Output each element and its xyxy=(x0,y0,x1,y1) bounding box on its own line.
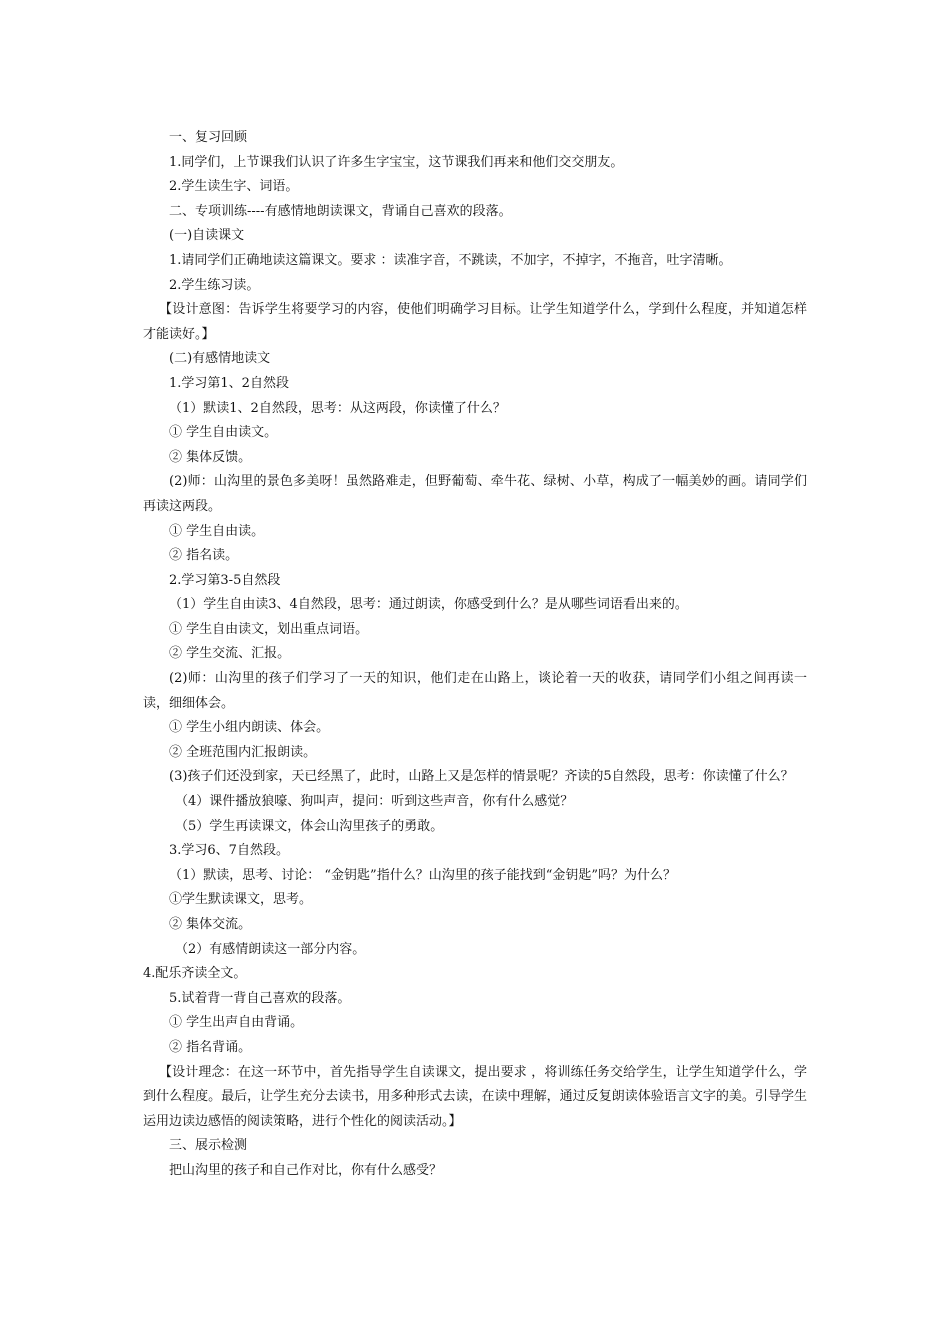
list-item: ① 学生自由读文，划出重点词语。 xyxy=(169,621,369,637)
paragraph: 2.学生练习读。 xyxy=(169,277,260,293)
design-note: 【设计意图：告诉学生将要学习的内容，使他们明确学习目标。让学生知道学什么，学到什么程度，并知道怎样才能读好。】 xyxy=(143,302,807,342)
section-heading-training: 二、专项训练----有感情地朗读课文，背诵自己喜欢的段落。 xyxy=(169,203,512,219)
paragraph: 2.学生读生字、词语。 xyxy=(169,179,299,195)
paragraph: (3)孩子们还没到家，天已经黑了，此时，山路上又是怎样的情景呢？齐读的5自然段，思考：你读懂了什么？ xyxy=(169,769,794,785)
paragraph: （5）学生再读课文，体会山沟里孩子的勇敢。 xyxy=(175,818,444,834)
list-item: ② 学生交流、汇报。 xyxy=(169,646,291,662)
paragraph: 1.请同学们正确地读这篇课文。要求 ：读准字音，不跳读，不加字，不掉字，不拖音，吐字清晰。 xyxy=(169,252,732,268)
document-body xyxy=(143,126,807,1184)
paragraph: 4.配乐齐读全文。 xyxy=(143,966,247,982)
list-item: ① 学生自由读。 xyxy=(169,523,265,539)
section-heading-display: 三、展示检测 xyxy=(169,1138,248,1154)
paragraph: 1.同学们，上节课我们认识了许多生字宝宝，这节课我们再来和他们交交朋友。 xyxy=(169,154,624,170)
paragraph: (2)师：山沟里的景色多美呀！虽然路难走，但野葡萄、牵牛花、绿树、小草，构成了一幅美妙的画。请同学们再读这两段。 xyxy=(143,474,807,514)
list-item: ② 指名背诵。 xyxy=(169,1039,252,1055)
paragraph: 1.学习第1、2自然段 xyxy=(169,375,289,391)
list-item: ② 指名读。 xyxy=(169,548,239,564)
paragraph: 把山沟里的孩子和自己作对比，你有什么感受？ xyxy=(169,1162,443,1178)
paragraph: 5.试着背一背自己喜欢的段落。 xyxy=(169,990,351,1006)
list-item: ② 集体交流。 xyxy=(169,917,252,932)
paragraph: （2）有感情朗读这一部分内容。 xyxy=(175,941,366,957)
list-item: ① 学生自由读文。 xyxy=(169,425,278,441)
list-item: ① 学生出声自由背诵。 xyxy=(169,1015,304,1031)
paragraph: （1）默读，思考、讨论： “金钥匙”指什么？山沟里的孩子能找到“金钥匙”吗？为什么？ xyxy=(169,867,676,883)
paragraph: （4）课件播放狼嚎、狗叫声，提问：听到这些声音，你有什么感觉？ xyxy=(175,794,574,810)
list-item: ② 集体反馈。 xyxy=(169,449,252,465)
list-item: ①学生默读课文，思考。 xyxy=(169,892,313,908)
design-note: 【设计理念：在这一环节中，首先指导学生自读课文，提出要求 ，将训练任务交给学生，让学生知道学什么，学到什么程度。最后，让学生充分去读书，用多种形式去读，在读中理解，通过反复朗读体验语言文字的美。引导学生运用边读边感悟的阅读策略，进行个性化的阅读活动。】 xyxy=(143,1064,807,1129)
paragraph: (2)师：山沟里的孩子们学习了一天的知识，他们走在山路上，谈论着一天的收获，请同学们小组之间再读一读，细细体会。 xyxy=(143,671,807,711)
list-item: ① 学生小组内朗读、体会。 xyxy=(169,720,330,736)
paragraph: （1）学生自由读3、4自然段，思考：通过朗读，你感受到什么？是从哪些词语看出来的。 xyxy=(169,597,688,613)
list-item: ② 全班范围内汇报朗读。 xyxy=(169,744,317,760)
paragraph: 3.学习6、7自然段。 xyxy=(169,843,289,859)
subsection-heading: (二)有感情地读文 xyxy=(169,351,271,367)
subsection-heading: (一)自读课文 xyxy=(169,228,245,244)
paragraph: 2.学习第3-5自然段 xyxy=(169,572,281,588)
section-heading-review: 一、复习回顾 xyxy=(169,130,248,145)
paragraph: （1）默读1、2自然段，思考：从这两段，你读懂了什么？ xyxy=(169,400,506,416)
